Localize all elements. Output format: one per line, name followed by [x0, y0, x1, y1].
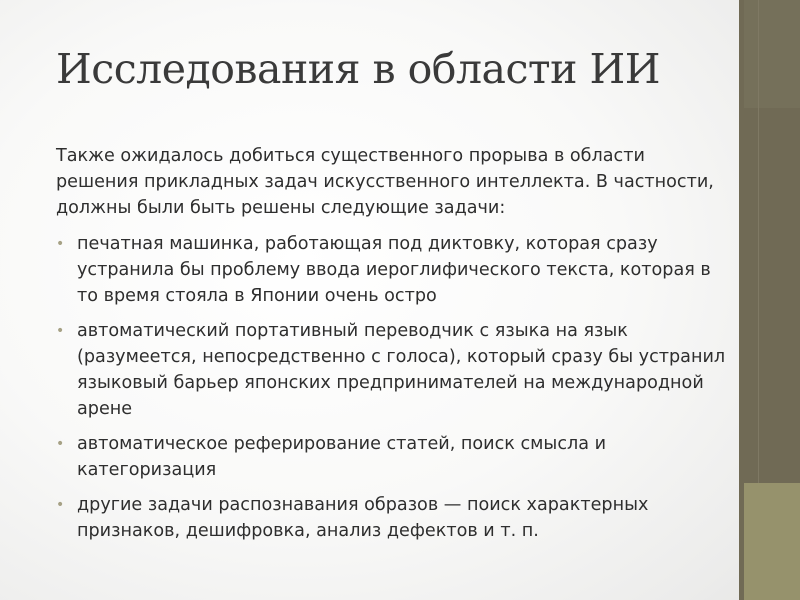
bullet-dot-icon: • [56, 323, 65, 339]
bullet-text: печатная машинка, работающая под диктовку, которая сразу устранила бы проблему ввода иероглифического текста, которая в то время стояла в Японии очень остро [77, 234, 711, 306]
slide-title: Исследования в области ИИ [56, 45, 660, 93]
bullet-text: автоматическое реферирование статей, поиск смысла и категоризация [77, 434, 607, 480]
bullet-text: автоматический портативный переводчик с языка на язык (разумеется, непосредственно с голоса), который сразу бы устранил языковый барьер японских предпринимателей на международной арене [77, 321, 726, 419]
side-accent-top [744, 0, 800, 108]
bullet-item [56, 231, 726, 309]
bullet-dot-icon: • [56, 236, 65, 252]
bullet-dot-icon: • [56, 497, 65, 513]
bullet-item [56, 318, 726, 422]
bullet-list [56, 231, 726, 544]
side-accent-bottom [744, 483, 800, 600]
bullet-text: другие задачи распознавания образов — поиск характерных признаков, дешифровка, анализ дефектов и т. п. [77, 495, 649, 541]
slide-body [56, 143, 726, 553]
intro-paragraph: Также ожидалось добиться существенного прорыва в области решения прикладных задач искусственного интеллекта. В частности, должны были быть решены следующие задачи: [56, 146, 714, 218]
bullet-item [56, 431, 726, 483]
bullet-item [56, 492, 726, 544]
bullet-dot-icon: • [56, 436, 65, 452]
